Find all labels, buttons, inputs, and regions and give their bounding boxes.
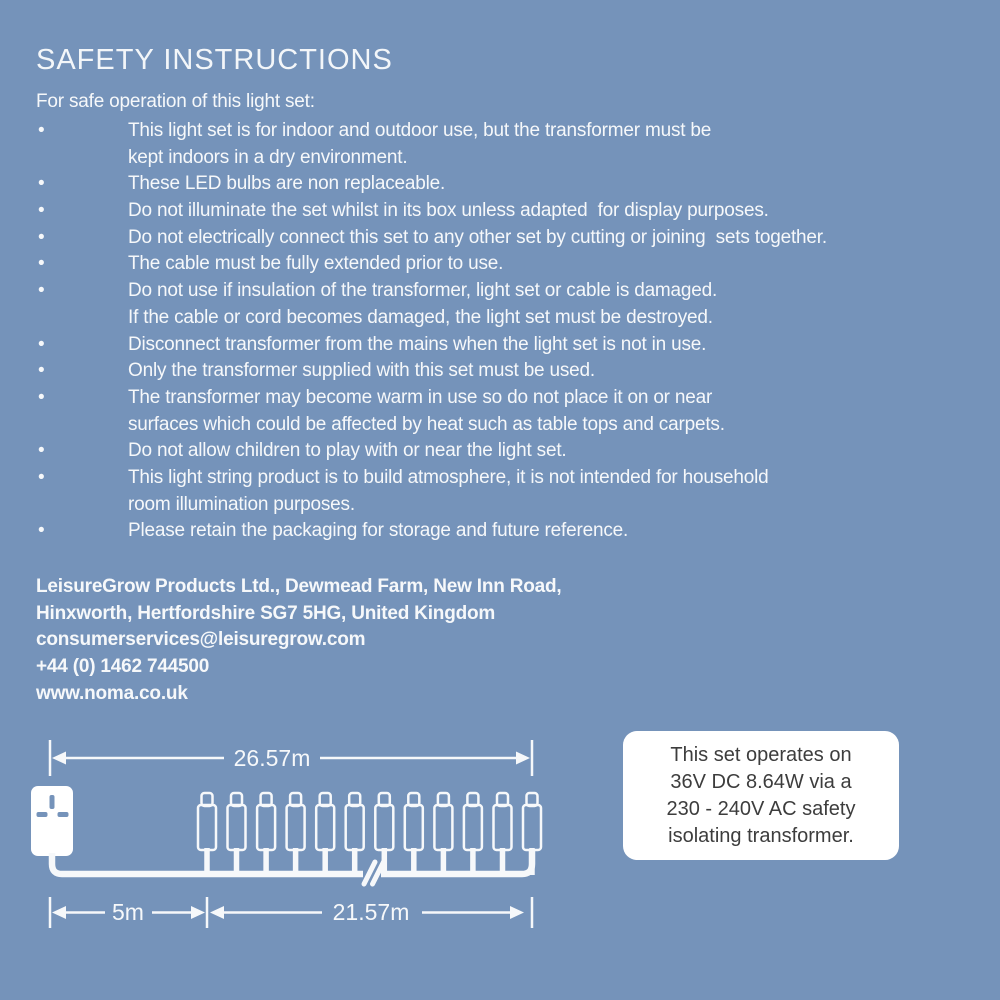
safety-item bbox=[36, 465, 827, 492]
page-title: SAFETY INSTRUCTIONS bbox=[36, 44, 393, 76]
bullet-dot: • bbox=[38, 360, 45, 382]
safety-item bbox=[36, 118, 827, 145]
safety-item-text: Only the transformer supplied with this set must be used. bbox=[128, 360, 595, 382]
lit-length-dimension bbox=[210, 897, 532, 928]
safety-item-text: This light set is for indoor and outdoor use, but the transformer must be bbox=[128, 120, 712, 141]
contact-line: LeisureGrow Products Ltd., Dewmead Farm, New Inn Road, bbox=[36, 576, 562, 597]
light-string-diagram bbox=[0, 725, 600, 955]
led-bulb-icon bbox=[316, 793, 334, 875]
contact-line: www.noma.co.uk bbox=[36, 682, 188, 704]
uk-socket-icon bbox=[31, 786, 73, 856]
bullet-dot: • bbox=[38, 120, 45, 141]
transformer-info-box bbox=[623, 731, 899, 860]
bullet-dot bbox=[36, 305, 128, 332]
led-bulb-icon bbox=[346, 793, 364, 875]
bullet-dot: • bbox=[38, 280, 45, 302]
safety-intro: For safe operation of this light set: bbox=[36, 91, 315, 112]
manufacturer-contact-block bbox=[36, 574, 562, 708]
led-bulb-icon bbox=[198, 793, 216, 875]
arrow-right-icon bbox=[516, 752, 530, 765]
arrow-left-icon bbox=[52, 906, 66, 919]
info-box-line: 36V DC 8.64W via a bbox=[670, 770, 852, 793]
led-bulb-icon bbox=[405, 793, 423, 875]
info-box-line: This set operates on bbox=[670, 743, 852, 766]
led-bulb-icon bbox=[523, 793, 541, 875]
bullet-dot bbox=[36, 145, 128, 172]
safety-item bbox=[36, 332, 827, 359]
led-bulb-icon bbox=[494, 793, 512, 875]
safety-item-text: surfaces which could be affected by heat such as table tops and carpets. bbox=[128, 413, 725, 435]
safety-item-text: room illumination purposes. bbox=[128, 493, 355, 515]
safety-item-text: This light string product is to build atmosphere, it is not intended for household bbox=[128, 466, 769, 488]
safety-item bbox=[36, 438, 827, 465]
bullet-dot: • bbox=[38, 253, 45, 275]
bullet-dot: • bbox=[38, 440, 45, 462]
safety-item bbox=[36, 305, 827, 332]
info-box-line: isolating transformer. bbox=[668, 824, 854, 847]
arrow-right-icon bbox=[191, 906, 205, 919]
lead-length-dimension bbox=[50, 897, 207, 928]
lead-length-label: 5m bbox=[112, 899, 144, 925]
total-length-dimension bbox=[50, 740, 532, 776]
safety-item bbox=[36, 171, 827, 198]
safety-item bbox=[36, 225, 827, 252]
bullet-dot: • bbox=[38, 173, 45, 195]
led-bulb-icon bbox=[464, 793, 482, 875]
safety-item-text: If the cable or cord becomes damaged, the light set must be destroyed. bbox=[128, 306, 713, 328]
safety-item bbox=[36, 518, 827, 545]
led-bulb-icon bbox=[287, 793, 305, 875]
safety-item-text: Disconnect transformer from the mains when the light set is not in use. bbox=[128, 333, 707, 355]
break-slashes-icon bbox=[363, 862, 384, 884]
arrow-right-icon bbox=[510, 906, 524, 919]
safety-item-text: Do not allow children to play with or near the light set. bbox=[128, 440, 567, 462]
total-length-label: 26.57m bbox=[233, 745, 311, 771]
safety-item-text: The transformer may become warm in use so do not place it on or near bbox=[128, 386, 713, 408]
safety-item-text: kept indoors in a dry environment. bbox=[128, 146, 408, 168]
bullet-dot: • bbox=[38, 200, 45, 222]
cable bbox=[52, 850, 532, 874]
safety-item-text: Do not illuminate the set whilst in its box unless adapted for display purposes. bbox=[128, 200, 769, 222]
bullet-dot bbox=[36, 412, 128, 439]
contact-line: Hinxworth, Hertfordshire SG7 5HG, United Kingdom bbox=[36, 602, 496, 624]
arrow-left-icon bbox=[52, 752, 66, 765]
safety-item bbox=[36, 412, 827, 439]
safety-item-text: Do not use if insulation of the transformer, light set or cable is damaged. bbox=[128, 280, 718, 302]
safety-item bbox=[36, 145, 827, 172]
info-box-line: 230 - 240V AC safety bbox=[666, 797, 856, 820]
arrow-left-icon bbox=[210, 906, 224, 919]
safety-item-text: Do not electrically connect this set to any other set by cutting or joining sets together. bbox=[128, 226, 827, 248]
safety-item-text: These LED bulbs are non replaceable. bbox=[128, 173, 446, 195]
led-bulb-icon bbox=[228, 793, 246, 875]
bullet-dot: • bbox=[38, 226, 45, 248]
safety-item bbox=[36, 251, 827, 278]
bullet-dot: • bbox=[38, 333, 45, 355]
safety-item bbox=[36, 278, 827, 305]
bullet-dot: • bbox=[38, 466, 45, 488]
safety-item-text: The cable must be fully extended prior to use. bbox=[128, 253, 504, 275]
led-bulb-icon bbox=[434, 793, 452, 875]
contact-line: consumerservices@leisuregrow.com bbox=[36, 629, 366, 651]
led-bulb-icon bbox=[257, 793, 275, 875]
safety-item-text: Please retain the packaging for storage and future reference. bbox=[128, 520, 629, 542]
bullet-dot bbox=[36, 492, 128, 519]
safety-item bbox=[36, 198, 827, 225]
safety-item bbox=[36, 358, 827, 385]
bulb-row bbox=[198, 793, 541, 875]
contact-line: +44 (0) 1462 744500 bbox=[36, 656, 210, 678]
safety-item bbox=[36, 385, 827, 412]
safety-item bbox=[36, 492, 827, 519]
bullet-dot: • bbox=[38, 386, 45, 408]
lit-length-label: 21.57m bbox=[332, 899, 410, 925]
bullet-dot: • bbox=[38, 520, 45, 542]
safety-instructions-list bbox=[36, 118, 827, 545]
